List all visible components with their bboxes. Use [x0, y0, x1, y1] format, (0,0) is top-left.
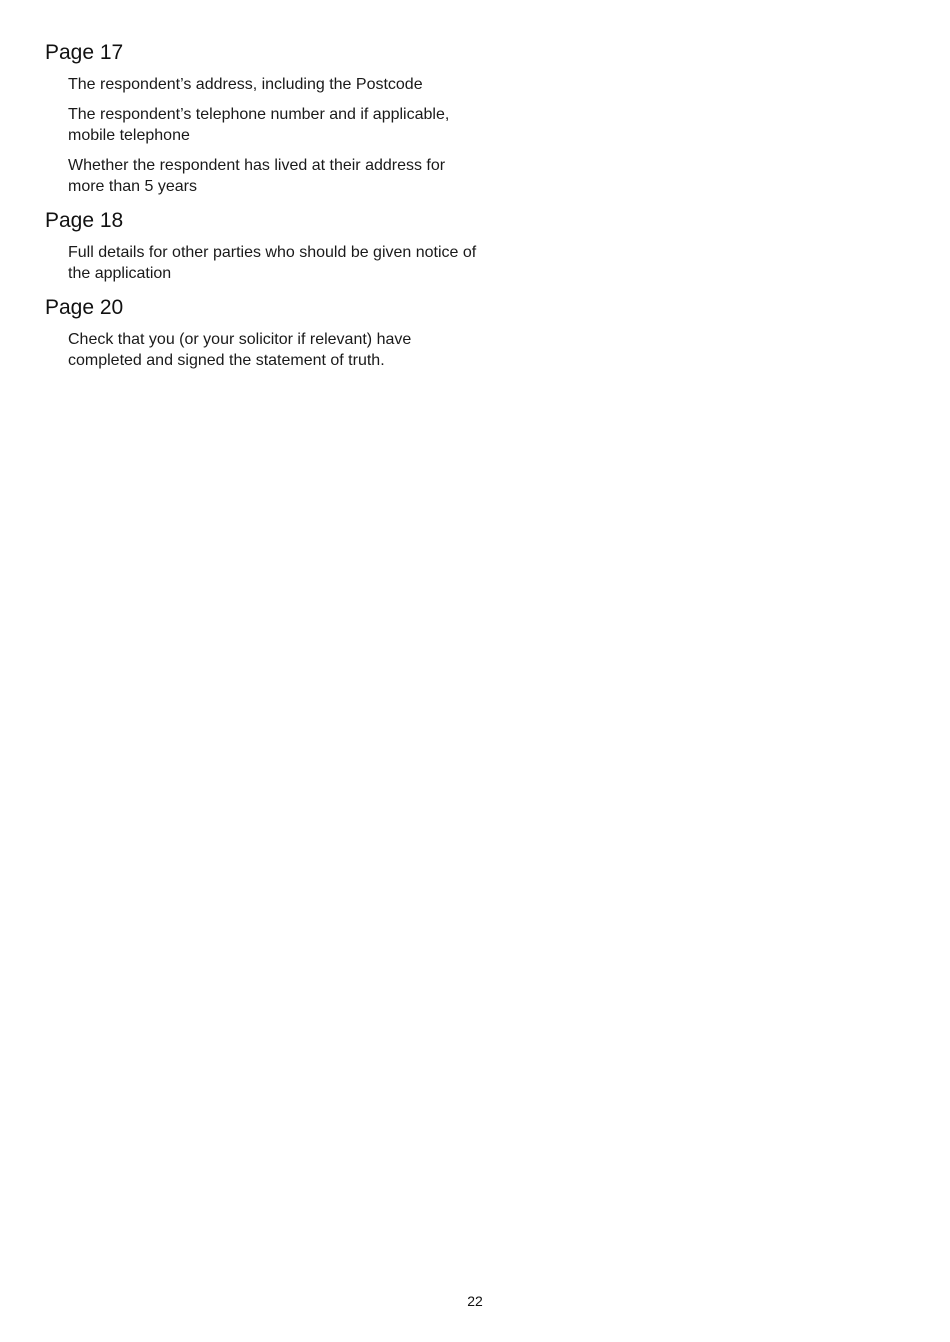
checklist-item: The respondent’s address, including the Postcode — [68, 76, 423, 93]
checklist-item: The respondent’s telephone number and if applicable, mobile telephone — [68, 105, 450, 144]
section-heading: Page 20 — [45, 295, 124, 319]
section-heading: Page 17 — [45, 41, 124, 64]
section-page-18 — [45, 208, 485, 285]
checklist-items — [45, 74, 485, 198]
checklist-item: Full details for other parties who should be given notice of the application — [68, 243, 477, 282]
checklist-items — [45, 242, 485, 285]
checklist-content — [45, 40, 485, 380]
section-page-17 — [45, 40, 485, 198]
section-page-20 — [45, 295, 485, 372]
section-heading: Page 18 — [45, 208, 124, 232]
page-number: 22 — [467, 1293, 483, 1309]
checklist-items — [45, 329, 485, 372]
checklist-item: Whether the respondent has lived at their address for more than 5 years — [68, 156, 446, 195]
checklist-item: Check that you (or your solicitor if relevant) have completed and signed the statement of truth. — [68, 330, 412, 369]
